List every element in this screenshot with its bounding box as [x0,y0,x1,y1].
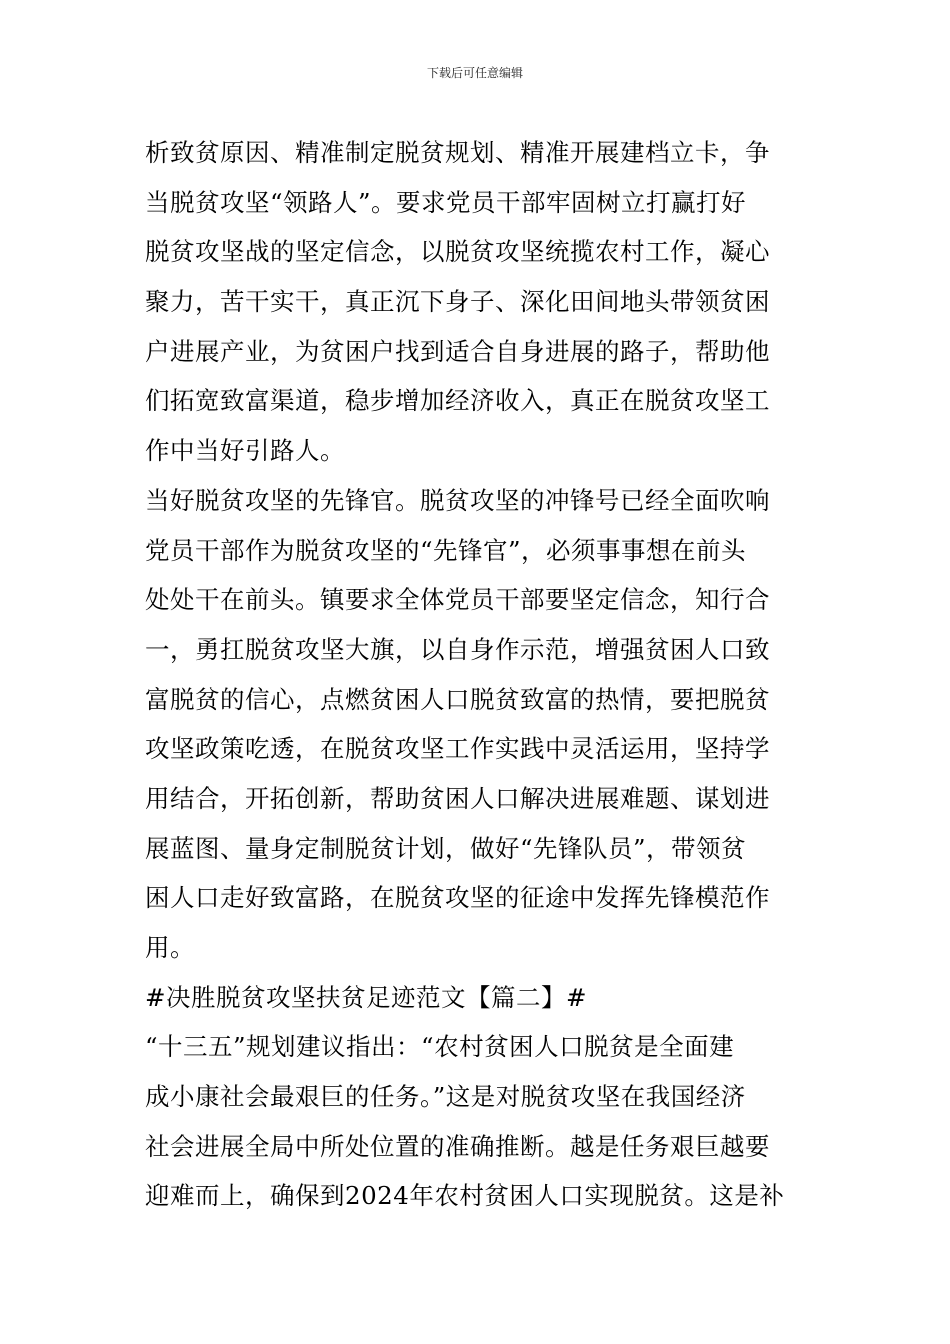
text-line: 脱贫攻坚战的坚定信念，以脱贫攻坚统揽农村工作，凝心 [145,237,770,267]
text-line: 析致贫原因、精准制定脱贫规划、精准开展建档立卡，争 [145,138,770,167]
text-line: 迎难而上，确保到2024年农村贫困人口实现脱贫。这是补 [145,1181,785,1211]
text-line: 富脱贫的信心，点燃贫困人口脱贫致富的热情，要把脱贫 [145,684,770,714]
text-line: 聚力，苦干实干，真正沉下身子、深化田间地头带领贫困 [145,287,770,317]
text-line: 困人口走好致富路，在脱贫攻坚的征途中发挥先锋模范作 [145,883,770,913]
text-line: 展蓝图、量身定制脱贫计划，做好“先锋队员”，带领贫 [145,833,747,863]
text-line: 作中当好引路人。 [145,436,345,466]
text-line: “十三五”规划建议指出：“农村贫困人口脱贫是全面建 [145,1032,735,1062]
text-line: 当脱贫攻坚“领路人”。要求党员干部牢固树立打赢打好 [145,187,747,217]
section-heading: #决胜脱贫攻坚扶贫足迹范文【篇二】# [145,982,588,1012]
text-line: 成小康社会最艰巨的任务。”这是对脱贫攻坚在我国经济 [145,1082,746,1112]
text-line: 用。 [145,933,195,962]
text-line: 当好脱贫攻坚的先锋官。脱贫攻坚的冲锋号已经全面吹响 [145,485,770,515]
text-line: 社会进展全局中所处位置的准确推断。越是任务艰巨越要 [145,1131,770,1161]
text-line: 处处干在前头。镇要求全体党员干部要坚定信念，知行合 [145,585,770,615]
text-line: 攻坚政策吃透，在脱贫攻坚工作实践中灵活运用，坚持学 [145,734,770,764]
text-line: 用结合，开拓创新，帮助贫困人口解决进展难题、谋划进 [145,783,770,813]
text-line: 们拓宽致富渠道，稳步增加经济收入，真正在脱贫攻坚工 [145,386,770,416]
document-body [145,128,810,1221]
text-line: 户进展产业，为贫困户找到适合自身进展的路子，帮助他 [145,336,770,366]
page-header: 下载后可任意编辑 [426,66,523,80]
text-line: 党员干部作为脱贫攻坚的“先锋官”，必须事事想在前头 [145,535,747,565]
text-line: 一，勇扛脱贫攻坚大旗，以自身作示范，增强贫困人口致 [145,634,770,664]
